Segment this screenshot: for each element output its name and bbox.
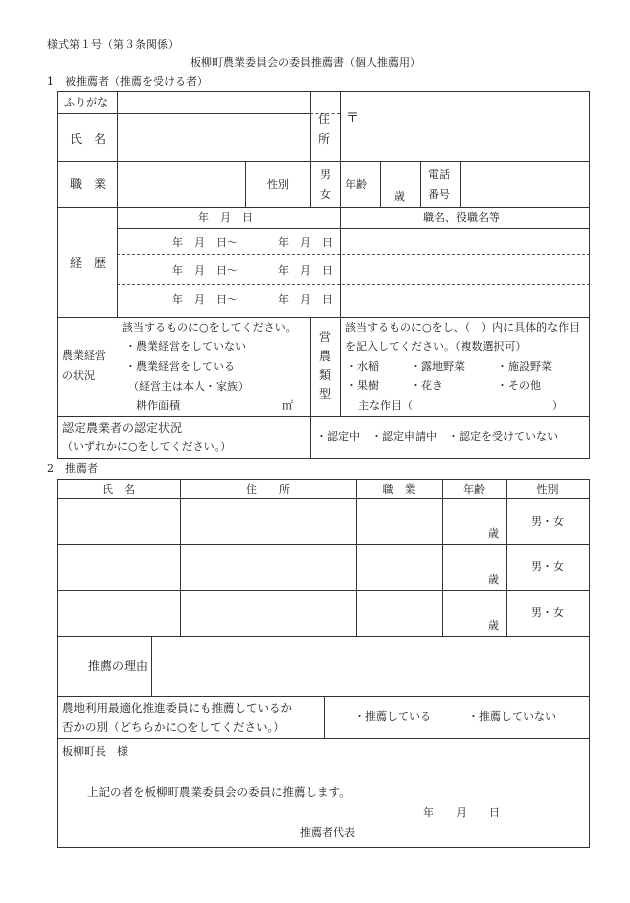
phone-label-2: 番号: [428, 188, 450, 201]
recommender-row-3-age-unit: 歳: [488, 619, 499, 632]
option-other: ・その他: [497, 379, 541, 392]
history-date-header: 年 月 日: [198, 211, 253, 224]
history-title-header: 職名、役職名等: [423, 211, 500, 224]
gender-male: 男: [320, 168, 331, 181]
dual-question-line-1: 農地利用最適化推進委員にも推薦しているか: [62, 701, 292, 715]
history-label: 経 歴: [70, 256, 107, 270]
header-name: 氏 名: [102, 483, 135, 496]
farm-status-option-yes: ・農業経営をしている: [125, 360, 235, 373]
certified-note: （いずれかに○をしてください。）: [62, 440, 232, 453]
history-row-3-to: 年 月 日: [278, 293, 333, 306]
postal-mark: 〒: [346, 111, 360, 126]
recommendation-statement: 上記の者を板柳町農業委員会の委員に推薦します。: [87, 785, 351, 799]
history-row-1-from: 年 月 日～: [172, 236, 238, 249]
occupation-label: 職 業: [70, 177, 107, 191]
farm-status-label-1: 農業経営: [62, 349, 106, 362]
farm-status-label-2: の状況: [62, 369, 95, 382]
recommender-row-2-age-unit: 歳: [488, 573, 499, 586]
farming-type-instruction-2: を記入してください。（複数選択可）: [345, 340, 527, 353]
header-age: 年齢: [463, 483, 485, 496]
age-unit: 歳: [394, 190, 405, 203]
history-row-3-from: 年 月 日～: [172, 293, 238, 306]
option-open-field-vegetables: ・露地野菜: [410, 360, 465, 373]
farming-type-char-3: 類: [319, 368, 332, 382]
recommender-row-3-gender: 男・女: [531, 606, 564, 619]
option-greenhouse-vegetables: ・施設野菜: [497, 360, 552, 373]
form-number: 様式第１号（第３条関係）: [47, 38, 179, 51]
age-label: 年齢: [345, 178, 367, 191]
recommender-row-1-gender: 男・女: [531, 515, 564, 528]
representative-label: 推薦者代表: [300, 826, 355, 839]
reason-label: 推薦の理由: [88, 659, 149, 673]
certified-label: 認定農業者の認定状況: [62, 421, 183, 435]
section1-heading: 1 被推薦者（推薦を受ける者）: [47, 75, 208, 88]
history-row-2-from: 年 月 日～: [172, 264, 238, 277]
farm-status-option-none: ・農業経営をしていない: [125, 340, 246, 353]
header-occupation: 職 業: [382, 483, 416, 496]
farm-status-instruction: 該当するものに○をしてください。: [122, 321, 297, 334]
history-row-2-to: 年 月 日: [278, 264, 333, 277]
certified-options: ・認定中 ・認定申請中 ・認定を受けていない: [316, 430, 558, 443]
phone-label-1: 電話: [428, 168, 450, 181]
farming-type-instruction-1: 該当するものに○をし、（ ）内に具体的な作目: [345, 321, 581, 334]
page-title: 板柳町農業委員会の委員推薦書（個人推薦用）: [190, 56, 421, 69]
option-fruit-trees: ・果樹: [346, 379, 379, 392]
name-label: 氏 名: [70, 132, 107, 146]
dual-option-yes: ・推薦している: [354, 710, 431, 723]
address-label-1: 住: [318, 112, 331, 126]
farm-status-note: （経営主は本人・家族）: [128, 380, 249, 393]
recommender-row-1-age-unit: 歳: [488, 527, 499, 540]
section2-heading: 2 推薦者: [47, 462, 98, 475]
farm-area-label: 耕作面積: [136, 399, 180, 412]
address-label-2: 所: [318, 132, 331, 146]
addressee: 板柳町長 様: [62, 745, 128, 758]
recommender-row-2-gender: 男・女: [531, 560, 564, 573]
option-flowers: ・花き: [410, 379, 443, 392]
header-gender: 性別: [536, 483, 559, 496]
farming-type-char-2: 農: [319, 349, 332, 363]
main-crop-close: ）: [552, 399, 563, 412]
dual-question-line-2: 否かの別（どちらかに○をしてください。）: [62, 720, 285, 734]
dual-option-no: ・推薦していない: [468, 710, 556, 723]
main-crop-label: 主な作目（: [358, 399, 413, 412]
gender-female: 女: [320, 188, 331, 201]
farming-type-char-1: 営: [319, 330, 332, 344]
header-address: 住 所: [246, 483, 290, 496]
farm-area-unit: ㎡: [282, 399, 293, 412]
furigana-label: ふりがな: [64, 96, 108, 109]
date-line: 年 月 日: [423, 806, 500, 819]
option-rice: ・水稲: [346, 360, 379, 373]
farming-type-char-4: 型: [319, 387, 332, 401]
history-row-1-to: 年 月 日: [278, 236, 333, 249]
gender-label: 性別: [267, 178, 289, 191]
